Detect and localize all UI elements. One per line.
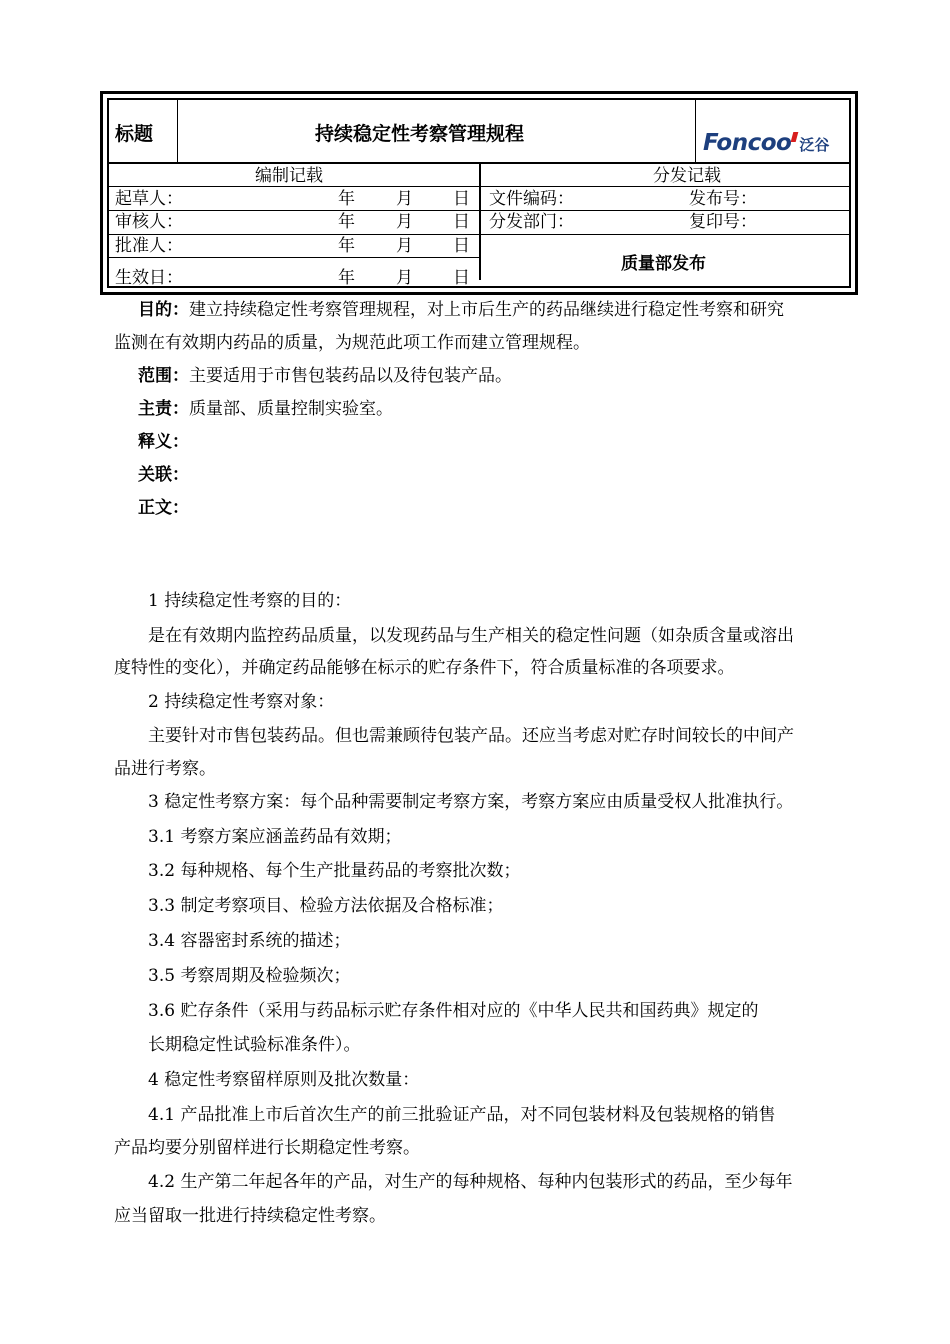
divider: [109, 210, 479, 211]
section-3-item: 3.5 考察周期及检验频次；: [148, 966, 351, 986]
section-1-title: 1 持续稳定性考察的目的：: [148, 591, 352, 611]
foncoo-logo: [703, 130, 829, 158]
section-3-item: 3.1 考察方案应涵盖药品有效期；: [148, 827, 402, 847]
distribution-record-label: 分发记载: [653, 166, 721, 186]
section-3-item: 3.3 制定考察项目、检验方法依据及合格标准；: [148, 896, 504, 916]
approver-label: 批准人：: [115, 236, 183, 256]
logo-mark-icon: [791, 132, 799, 142]
section-4-item-cont: 应当留取一批进行持续稳定性考察。: [114, 1206, 386, 1226]
effective-date-label: 生效日：: [115, 268, 183, 288]
section-3-title: 3 稳定性考察方案：每个品种需要制定考察方案，考察方案应由质量受权人批准执行。: [148, 792, 794, 812]
section-4-item: 4.2 生产第二年起各年的产品，对生产的每种规格、每种内包装形式的药品，至少每年: [148, 1172, 793, 1192]
publisher-label: 质量部发布: [621, 254, 706, 274]
document-title: 持续稳定性考察管理规程: [315, 123, 525, 145]
section-4-item: 4.1 产品批准上市后首次生产的前三批验证产品，对不同包装材料及包装规格的销售: [148, 1105, 776, 1125]
resp-label: 主责：: [138, 399, 189, 419]
divider: [695, 100, 696, 162]
divider: [479, 234, 851, 235]
month-label: 月: [396, 189, 413, 209]
month-label: 月: [396, 268, 413, 288]
main-text-label: 正文：: [138, 498, 189, 518]
section-3-item: 3.6 贮存条件（采用与药品标示贮存条件相对应的《中华人民共和国药典》规定的: [148, 1001, 759, 1021]
day-label: 日: [453, 268, 470, 288]
dept-label: 分发部门：: [489, 212, 574, 232]
issue-no-label: 发布号：: [689, 189, 757, 209]
purpose-paragraph: [138, 299, 784, 321]
scope-paragraph: [138, 365, 512, 387]
section-4-item-cont: 产品均要分别留样进行长期稳定性考察。: [114, 1138, 420, 1158]
section-1-line: 是在有效期内监控药品质量，以发现药品与生产相关的稳定性问题（如杂质含量或溶出: [148, 626, 794, 646]
section-2-line: 品进行考察。: [114, 759, 216, 779]
section-1-line: 度特性的变化），并确定药品能够在标示的贮存条件下，符合质量标准的各项要求。: [114, 658, 735, 678]
year-label: 年: [338, 189, 355, 209]
header-table: [100, 91, 858, 295]
doc-code-label: 文件编码：: [489, 189, 574, 209]
drafter-label: 起草人：: [115, 189, 183, 209]
section-2-title: 2 持续稳定性考察对象：: [148, 692, 335, 712]
logo-cn-text: 泛谷: [799, 136, 830, 154]
section-3-item: 3.2 每种规格、每个生产批量药品的考察批次数；: [148, 861, 521, 881]
copy-no-label: 复印号：: [689, 212, 757, 232]
year-label: 年: [338, 268, 355, 288]
purpose-text: 建立持续稳定性考察管理规程，对上市后生产的药品继续进行稳定性考察和研究: [189, 300, 784, 320]
day-label: 日: [453, 236, 470, 256]
year-label: 年: [338, 212, 355, 232]
section-3-item: 3.4 容器密封系统的描述；: [148, 931, 351, 951]
divider: [479, 162, 481, 280]
purpose-text-cont: 监测在有效期内药品的质量，为规范此项工作而建立管理规程。: [114, 333, 590, 353]
month-label: 月: [396, 212, 413, 232]
scope-text: 主要适用于市售包装药品以及待包装产品。: [189, 366, 512, 386]
section-3-item-cont: 长期稳定性试验标准条件）。: [148, 1035, 361, 1055]
definition-label: 释义：: [138, 432, 189, 452]
year-label: 年: [338, 236, 355, 256]
logo-text: Foncoo: [703, 130, 792, 156]
section-2-line: 主要针对市售包装药品。但也需兼顾待包装产品。还应当考虑对贮存时间较长的中间产: [148, 726, 794, 746]
divider: [177, 100, 178, 162]
month-label: 月: [396, 236, 413, 256]
day-label: 日: [453, 212, 470, 232]
resp-paragraph: [138, 398, 393, 420]
related-label: 关联：: [138, 465, 189, 485]
divider: [479, 210, 851, 211]
compile-record-label: 编制记载: [255, 166, 323, 186]
section-4-title: 4 稳定性考察留样原则及批次数量：: [148, 1070, 420, 1090]
divider: [109, 257, 479, 258]
title-label: 标题: [115, 123, 154, 145]
divider: [109, 234, 479, 235]
resp-text: 质量部、质量控制实验室。: [189, 399, 393, 419]
purpose-label: 目的：: [138, 300, 189, 320]
day-label: 日: [453, 189, 470, 209]
scope-label: 范围：: [138, 366, 189, 386]
reviewer-label: 审核人：: [115, 212, 183, 232]
